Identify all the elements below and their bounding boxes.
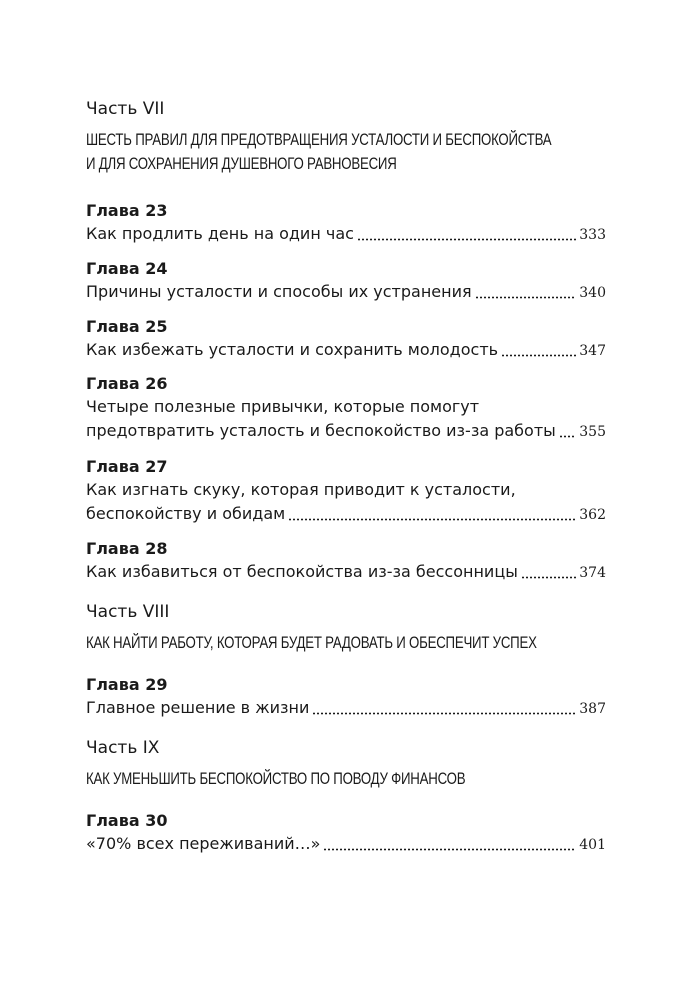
leader-dots [323,837,576,851]
chapter-label: Глава 25 [86,317,168,336]
chapter-label: Глава 26 [86,374,168,393]
chapter-title-line [86,560,606,585]
leader-dots [357,227,576,241]
chapter-title: «70% всех переживаний…» [86,834,321,853]
chapter-title-line: Как изгнать скуку, которая приводит к усталости, [86,480,516,499]
leader-dots [475,285,577,299]
chapter-title: предотвратить усталость и беспокойство из-за работы [86,421,556,440]
page-number: 374 [579,565,606,581]
chapter-title: Причины усталости и способы их устранения [86,282,472,301]
chapter-title: беспокойству и обидам [86,504,286,523]
chapter-label: Глава 23 [86,201,168,220]
chapter-label: Глава 30 [86,811,168,830]
chapter-label: Глава 29 [86,675,168,694]
page-number: 362 [579,507,606,523]
chapter-title: Как избежать усталости и сохранить молодость [86,340,499,359]
chapter-title-line [86,832,606,857]
chapter-entry[interactable] [86,316,606,363]
part-label: Часть IX [86,738,160,758]
chapter-label: Глава 24 [86,259,168,278]
chapter-title-line: Четыре полезные привычки, которые помогут [86,397,480,416]
part-title-line: КАК УМЕНЬШИТЬ БЕСПОКОЙСТВО ПО ПОВОДУ ФИНАНСОВ [86,769,466,788]
chapter-entry[interactable] [86,538,606,585]
chapter-entry[interactable] [86,200,606,247]
leader-dots [312,701,576,715]
part-vii [86,98,606,176]
leader-dots [501,343,576,357]
part-viii [86,601,606,655]
part-ix [86,737,606,791]
part-title-line: КАК НАЙТИ РАБОТУ, КОТОРАЯ БУДЕТ РАДОВАТЬ И ОБЕСПЕЧИТ УСПЕХ [86,633,537,652]
page-number: 401 [579,837,606,853]
chapter-title: Как избавиться от беспокойства из-за бессонницы [86,562,518,581]
leader-dots [288,507,576,521]
leader-dots [521,565,576,579]
page-number: 333 [579,227,606,243]
chapter-title: Как продлить день на один час [86,224,354,243]
chapter-entry[interactable] [86,258,606,305]
chapter-entry[interactable] [86,373,606,444]
page-number: 355 [579,424,606,440]
chapter-title-line [86,222,606,247]
chapter-entry[interactable] [86,456,606,527]
part-title-line: ШЕСТЬ ПРАВИЛ ДЛЯ ПРЕДОТВРАЩЕНИЯ УСТАЛОСТИ И БЕСПОКОЙСТВА [86,130,552,149]
chapter-label: Глава 28 [86,539,168,558]
part-title-line: И ДЛЯ СОХРАНЕНИЯ ДУШЕВНОГО РАВНОВЕСИЯ [86,154,397,173]
chapter-title-line [86,502,606,527]
chapter-title: Главное решение в жизни [86,698,310,717]
chapter-title-line [86,280,606,305]
chapter-entry[interactable] [86,674,606,721]
page-number: 347 [579,343,606,359]
chapter-title-line [86,419,606,444]
part-label: Часть VII [86,99,165,119]
leader-dots [559,424,576,438]
chapter-label: Глава 27 [86,457,168,476]
part-label: Часть VIII [86,602,170,622]
page-number: 387 [579,701,606,717]
chapter-title-line [86,338,606,363]
chapter-entry[interactable] [86,810,606,857]
page-number: 340 [579,285,606,301]
chapter-title-line [86,696,606,721]
